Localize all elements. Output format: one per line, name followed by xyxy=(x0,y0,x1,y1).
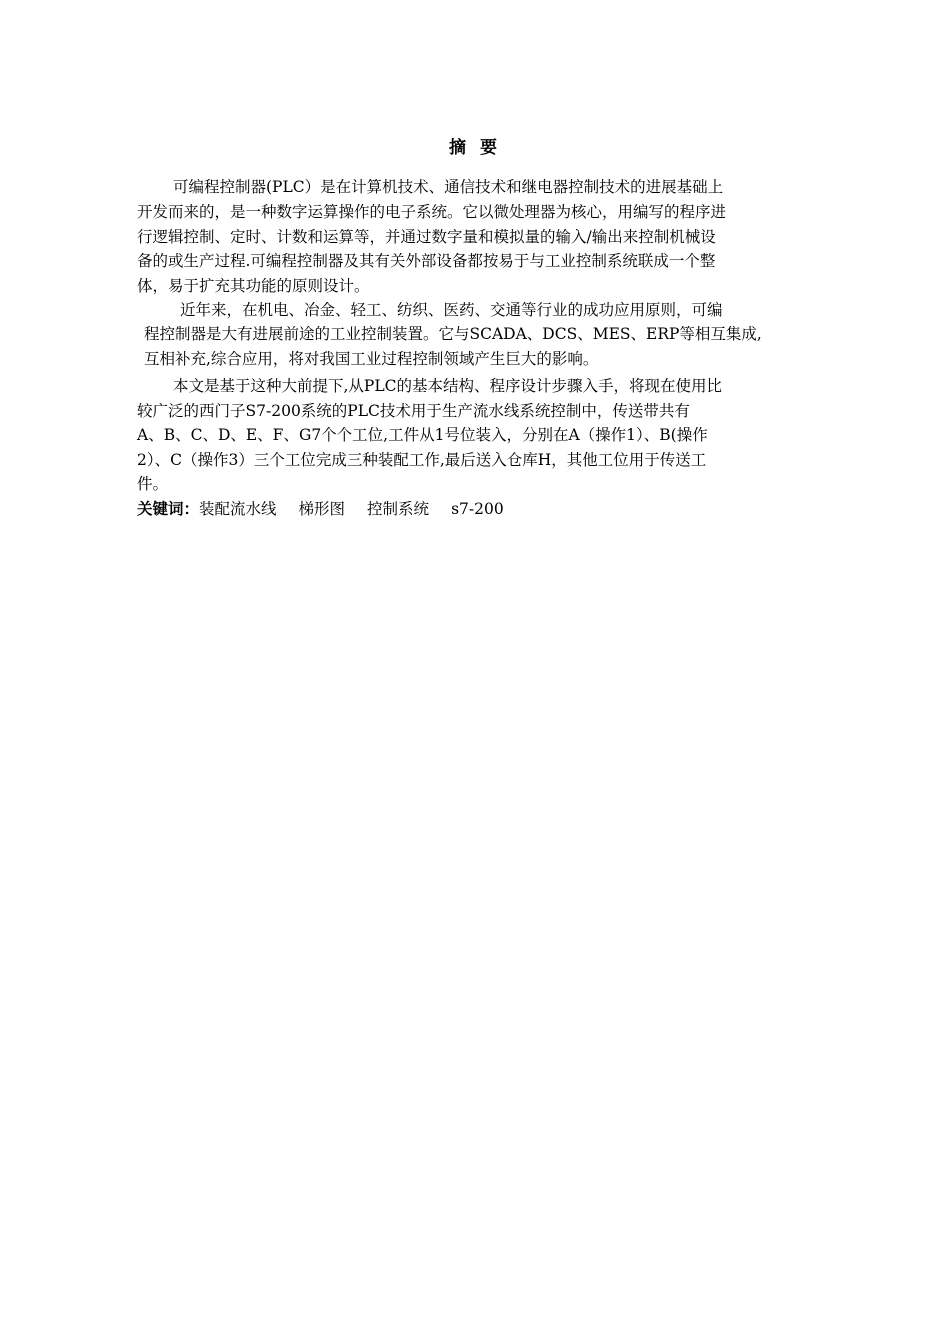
paragraph-3-line-5: 件。 xyxy=(137,475,169,493)
paragraph-2-line-2: 程控制器是大有进展前途的工业控制装置。它与SCADA、DCS、MES、ERP等相互集成, xyxy=(144,325,762,343)
paragraph-3-line-4: 2）、C（操作3）三个工位完成三种装配工作,最后送入仓库H，其他工位用于传送工 xyxy=(137,451,707,469)
keyword-item: s7-200 xyxy=(451,500,504,518)
paragraph-1-line-2: 开发而来的，是一种数字运算操作的电子系统。它以微处理器为核心，用编写的程序进 xyxy=(137,203,727,221)
paragraph-1-line-4: 备的或生产过程.可编程控制器及其有关外部设备都按易于与工业控制系统联成一个整 xyxy=(137,252,716,270)
paragraph-3-line-3: A、B、C、D、E、F、G7个个工位,工件从1号位装入，分别在A（操作1）、B(操作 xyxy=(137,426,708,444)
paragraph-1-line-3: 行逻辑控制、定时、计数和运算等，并通过数字量和模拟量的输入/输出来控制机械设 xyxy=(137,228,716,246)
keywords-row xyxy=(137,497,526,521)
abstract-title: 摘 要 xyxy=(449,138,501,158)
keywords-label: 关键词： xyxy=(137,500,200,518)
keyword-item: 控制系统 xyxy=(367,500,430,518)
paragraph-3-line-1: 本文是基于这种大前提下,从PLC的基本结构、程序设计步骤入手，将现在使用比 xyxy=(173,377,723,395)
keyword-item: 装配流水线 xyxy=(199,500,277,518)
paragraph-2-line-1: 近年来，在机电、冶金、轻工、纺织、医药、交通等行业的成功应用原则，可编 xyxy=(180,301,723,319)
paragraph-1-line-1: 可编程控制器(PLC）是在计算机技术、通信技术和继电器控制技术的进展基础上 xyxy=(173,178,724,196)
paragraph-3-line-2: 较广泛的西门子S7-200系统的PLC技术用于生产流水线系统控制中，传送带共有 xyxy=(137,402,690,420)
paragraph-1-line-5: 体，易于扩充其功能的原则设计。 xyxy=(137,277,370,295)
paragraph-2-line-3: 互相补充,综合应用，将对我国工业过程控制领域产生巨大的影响。 xyxy=(144,350,599,368)
keyword-item: 梯形图 xyxy=(298,500,346,518)
